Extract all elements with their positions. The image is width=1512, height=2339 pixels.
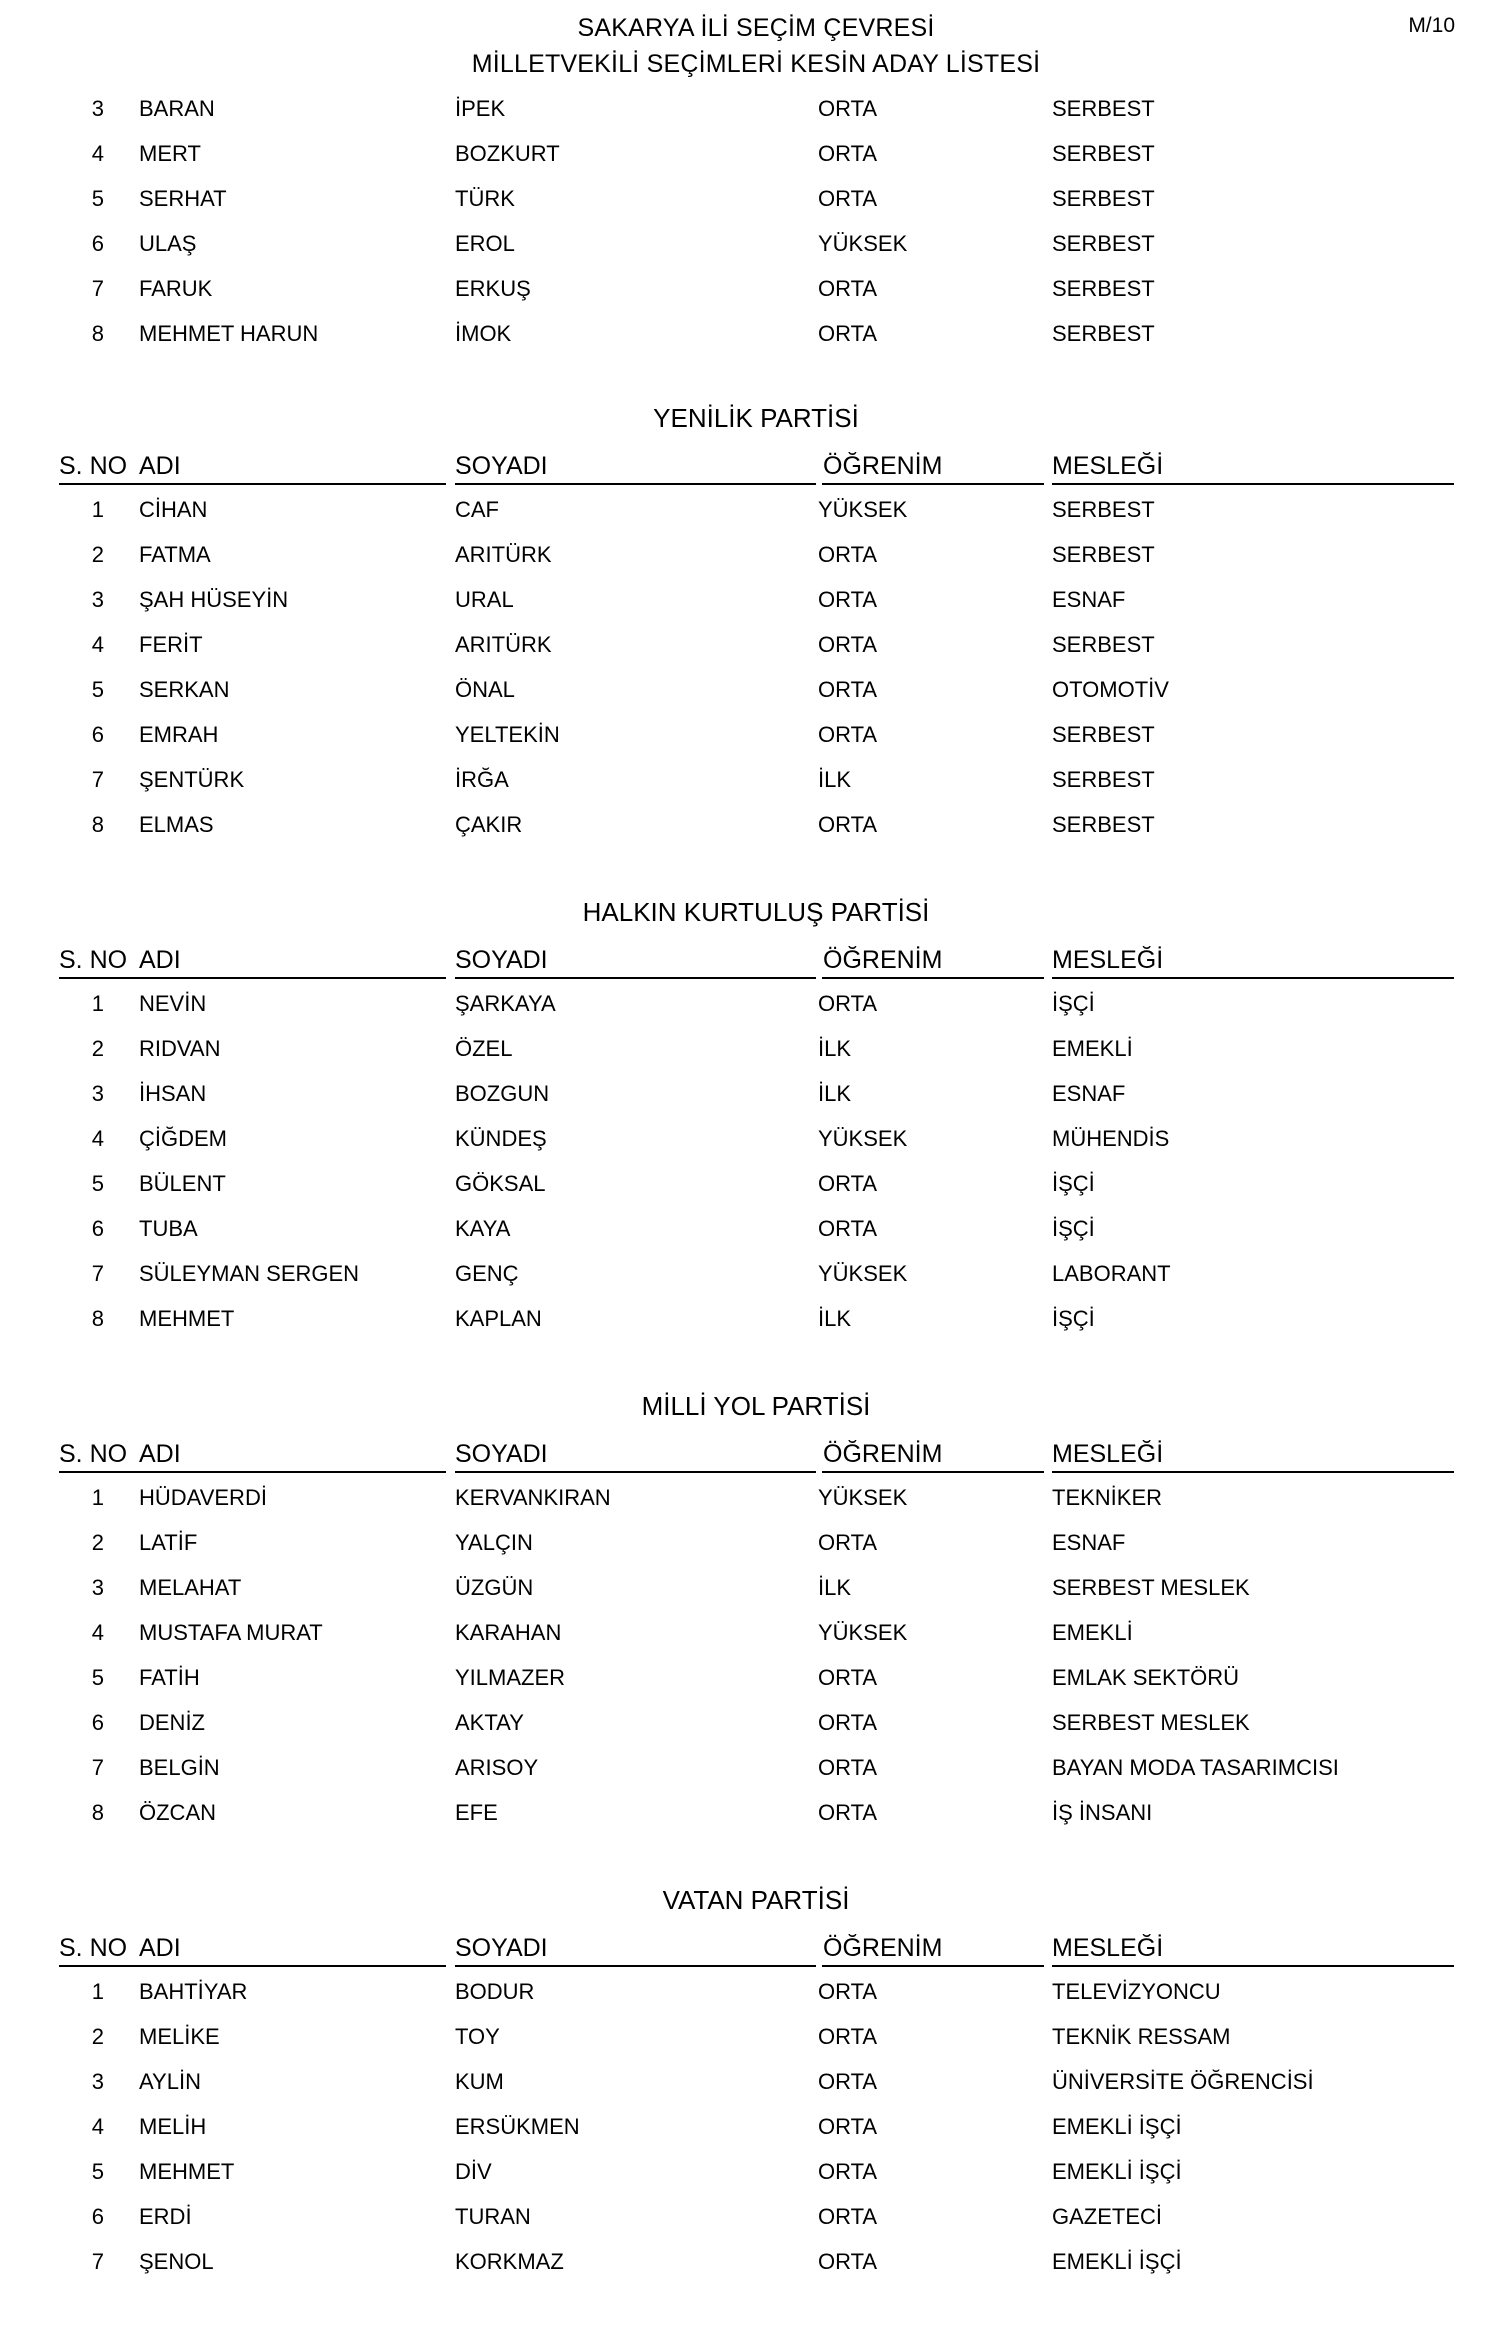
header-underline (59, 977, 446, 979)
cell-soyadi: İRĞA (455, 767, 509, 792)
cell-meslegi: EMEKLİ İŞÇİ (1052, 2114, 1182, 2139)
cell-ogrenim: ORTA (818, 1979, 878, 2004)
cell-sno: 3 (91, 1575, 104, 1600)
cell-sno: 3 (91, 2069, 104, 2094)
header-underline (1052, 1965, 1454, 1967)
cell-meslegi: TEKNİK RESSAM (1052, 2024, 1231, 2049)
cell-adi: İHSAN (139, 1081, 207, 1106)
cell-soyadi: ARISOY (455, 1755, 539, 1780)
cell-adi: EMRAH (139, 722, 219, 747)
cell-adi: ELMAS (139, 812, 214, 837)
cell-soyadi: İMOK (455, 321, 512, 346)
cell-adi: TUBA (139, 1216, 198, 1241)
cell-sno: 5 (91, 1171, 104, 1196)
cell-adi: BARAN (139, 96, 215, 121)
party-title: MİLLİ YOL PARTİSİ (641, 1391, 871, 1421)
cell-adi: FERİT (139, 632, 203, 657)
cell-soyadi: ÖNAL (455, 677, 515, 702)
cell-sno: 7 (91, 1261, 104, 1286)
cell-adi: ÇİĞDEM (139, 1126, 227, 1151)
cell-adi: MELAHAT (139, 1575, 242, 1600)
cell-adi: MEHMET HARUN (139, 321, 319, 346)
cell-adi: ERDİ (139, 2204, 192, 2229)
cell-meslegi: SERBEST (1052, 542, 1155, 567)
cell-meslegi: ESNAF (1052, 587, 1126, 612)
cell-meslegi: SERBEST (1052, 722, 1155, 747)
header-underline (1052, 483, 1454, 485)
cell-adi: FARUK (139, 276, 213, 301)
cell-ogrenim: ORTA (818, 1755, 878, 1780)
cell-meslegi: SERBEST (1052, 767, 1155, 792)
cell-adi: SÜLEYMAN SERGEN (139, 1261, 360, 1286)
cell-meslegi: SERBEST (1052, 812, 1155, 837)
column-header-soyadi: SOYADI (455, 1440, 548, 1468)
header-underline (59, 1965, 446, 1967)
column-header-adi: ADI (139, 452, 181, 480)
cell-ogrenim: ORTA (818, 632, 878, 657)
cell-meslegi: EMEKLİ (1052, 1036, 1133, 1061)
cell-soyadi: EFE (455, 1800, 498, 1825)
cell-meslegi: EMEKLİ İŞÇİ (1052, 2159, 1182, 2184)
cell-soyadi: KUM (455, 2069, 504, 2094)
cell-adi: ŞENTÜRK (139, 767, 245, 792)
cell-ogrenim: İLK (818, 1081, 852, 1106)
cell-meslegi: ESNAF (1052, 1081, 1126, 1106)
cell-sno: 1 (91, 1979, 104, 2004)
cell-ogrenim: ORTA (818, 812, 878, 837)
cell-ogrenim: ORTA (818, 321, 878, 346)
cell-ogrenim: ORTA (818, 2114, 878, 2139)
cell-ogrenim: ORTA (818, 96, 878, 121)
column-header-adi: ADI (139, 1934, 181, 1962)
cell-soyadi: EROL (455, 231, 515, 256)
cell-adi: MELİKE (139, 2024, 220, 2049)
cell-meslegi: GAZETECİ (1052, 2204, 1163, 2229)
column-header-soyadi: SOYADI (455, 946, 548, 974)
column-header-meslegi: MESLEĞİ (1052, 946, 1164, 974)
cell-meslegi: EMEKLİ İŞÇİ (1052, 2249, 1182, 2274)
column-header-sno: S. NO (59, 1934, 128, 1962)
cell-ogrenim: ORTA (818, 2024, 878, 2049)
cell-meslegi: MÜHENDİS (1052, 1126, 1170, 1151)
cell-ogrenim: İLK (818, 1306, 852, 1331)
cell-meslegi: SERBEST (1052, 321, 1155, 346)
cell-ogrenim: YÜKSEK (818, 1620, 908, 1645)
cell-soyadi: YELTEKİN (455, 722, 560, 747)
cell-meslegi: ÜNİVERSİTE ÖĞRENCİSİ (1052, 2069, 1314, 2094)
cell-sno: 5 (91, 1665, 104, 1690)
document-title-line2: MİLLETVEKİLİ SEÇİMLERİ KESİN ADAY LİSTESİ (471, 50, 1041, 78)
cell-soyadi: ARITÜRK (455, 632, 552, 657)
cell-adi: ULAŞ (139, 231, 197, 256)
cell-ogrenim: ORTA (818, 141, 878, 166)
cell-meslegi: SERBEST MESLEK (1052, 1575, 1250, 1600)
cell-meslegi: SERBEST (1052, 497, 1155, 522)
cell-ogrenim: ORTA (818, 2159, 878, 2184)
cell-meslegi: SERBEST (1052, 186, 1155, 211)
cell-sno: 8 (91, 1306, 104, 1331)
cell-sno: 4 (91, 2114, 104, 2139)
cell-soyadi: KARAHAN (455, 1620, 562, 1645)
cell-adi: ŞAH HÜSEYİN (139, 587, 289, 612)
cell-ogrenim: YÜKSEK (818, 1126, 908, 1151)
cell-ogrenim: ORTA (818, 1800, 878, 1825)
cell-sno: 7 (91, 767, 104, 792)
column-header-meslegi: MESLEĞİ (1052, 1440, 1164, 1468)
column-header-meslegi: MESLEĞİ (1052, 1934, 1164, 1962)
cell-ogrenim: ORTA (818, 2204, 878, 2229)
cell-sno: 6 (91, 1216, 104, 1241)
cell-sno: 1 (91, 497, 104, 522)
cell-soyadi: AKTAY (455, 1710, 524, 1735)
page-number: M/10 (1408, 14, 1455, 37)
cell-meslegi: SERBEST MESLEK (1052, 1710, 1250, 1735)
cell-soyadi: KERVANKIRAN (455, 1485, 611, 1510)
cell-ogrenim: ORTA (818, 1530, 878, 1555)
cell-sno: 2 (91, 2024, 104, 2049)
cell-ogrenim: ORTA (818, 991, 878, 1016)
cell-soyadi: BOZGUN (455, 1081, 550, 1106)
cell-ogrenim: YÜKSEK (818, 1261, 908, 1286)
column-header-ogrenim: ÖĞRENİM (823, 452, 943, 480)
cell-sno: 1 (91, 1485, 104, 1510)
cell-ogrenim: ORTA (818, 1710, 878, 1735)
header-underline (59, 483, 446, 485)
cell-meslegi: SERBEST (1052, 96, 1155, 121)
document-title-line1: SAKARYA İLİ SEÇİM ÇEVRESİ (577, 14, 935, 42)
cell-sno: 3 (91, 587, 104, 612)
column-header-sno: S. NO (59, 946, 128, 974)
cell-sno: 5 (91, 677, 104, 702)
cell-meslegi: EMEKLİ (1052, 1620, 1133, 1645)
cell-adi: BAHTİYAR (139, 1979, 248, 2004)
header-underline (822, 977, 1044, 979)
cell-soyadi: ERKUŞ (455, 276, 531, 301)
cell-meslegi: SERBEST (1052, 141, 1155, 166)
cell-adi: MEHMET (139, 1306, 235, 1331)
cell-adi: FATMA (139, 542, 211, 567)
cell-sno: 4 (91, 632, 104, 657)
cell-sno: 1 (91, 991, 104, 1016)
cell-adi: MUSTAFA MURAT (139, 1620, 323, 1645)
column-header-ogrenim: ÖĞRENİM (823, 1440, 943, 1468)
column-header-ogrenim: ÖĞRENİM (823, 946, 943, 974)
header-underline (822, 483, 1044, 485)
cell-ogrenim: YÜKSEK (818, 497, 908, 522)
header-underline (59, 1471, 446, 1473)
cell-sno: 4 (91, 1126, 104, 1151)
cell-soyadi: ÜZGÜN (455, 1575, 534, 1600)
cell-ogrenim: ORTA (818, 276, 878, 301)
cell-soyadi: KAYA (455, 1216, 511, 1241)
column-header-meslegi: MESLEĞİ (1052, 452, 1164, 480)
cell-sno: 6 (91, 1710, 104, 1735)
cell-adi: BÜLENT (139, 1171, 226, 1196)
cell-soyadi: GÖKSAL (455, 1171, 546, 1196)
cell-sno: 5 (91, 186, 104, 211)
cell-meslegi: SERBEST (1052, 276, 1155, 301)
cell-soyadi: KÜNDEŞ (455, 1126, 547, 1151)
column-header-adi: ADI (139, 1440, 181, 1468)
cell-soyadi: YALÇIN (455, 1530, 533, 1555)
cell-soyadi: İPEK (455, 96, 506, 121)
cell-adi: MEHMET (139, 2159, 235, 2184)
header-underline (822, 1965, 1044, 1967)
cell-sno: 4 (91, 1620, 104, 1645)
header-underline (1052, 1471, 1454, 1473)
cell-sno: 8 (91, 812, 104, 837)
cell-adi: RIDVAN (139, 1036, 221, 1061)
column-header-sno: S. NO (59, 1440, 128, 1468)
cell-meslegi: ESNAF (1052, 1530, 1126, 1555)
header-underline (455, 1965, 816, 1967)
cell-ogrenim: İLK (818, 1036, 852, 1061)
cell-soyadi: ERSÜKMEN (455, 2114, 580, 2139)
cell-sno: 2 (91, 542, 104, 567)
cell-adi: LATİF (139, 1530, 198, 1555)
cell-sno: 6 (91, 2204, 104, 2229)
cell-meslegi: EMLAK SEKTÖRÜ (1052, 1665, 1240, 1690)
cell-soyadi: TÜRK (455, 186, 515, 211)
cell-soyadi: DİV (455, 2159, 492, 2184)
cell-ogrenim: ORTA (818, 1171, 878, 1196)
cell-soyadi: ÇAKIR (455, 812, 523, 837)
header-underline (1052, 977, 1454, 979)
cell-sno: 4 (91, 141, 104, 166)
cell-adi: ÖZCAN (139, 1800, 216, 1825)
cell-ogrenim: ORTA (818, 677, 878, 702)
cell-adi: MELİH (139, 2114, 207, 2139)
cell-meslegi: İŞÇİ (1052, 1306, 1095, 1331)
header-underline (455, 977, 816, 979)
cell-ogrenim: YÜKSEK (818, 231, 908, 256)
cell-meslegi: TEKNİKER (1052, 1485, 1163, 1510)
cell-ogrenim: YÜKSEK (818, 1485, 908, 1510)
cell-sno: 6 (91, 722, 104, 747)
cell-soyadi: KAPLAN (455, 1306, 542, 1331)
cell-adi: NEVİN (139, 991, 207, 1016)
cell-meslegi: OTOMOTİV (1052, 677, 1169, 702)
cell-meslegi: İŞ İNSANI (1052, 1800, 1153, 1825)
cell-sno: 2 (91, 1530, 104, 1555)
cell-soyadi: TURAN (455, 2204, 531, 2229)
cell-ogrenim: ORTA (818, 1216, 878, 1241)
cell-meslegi: LABORANT (1052, 1261, 1171, 1286)
cell-ogrenim: ORTA (818, 1665, 878, 1690)
cell-soyadi: GENÇ (455, 1261, 519, 1286)
cell-ogrenim: İLK (818, 1575, 852, 1600)
cell-adi: ŞENOL (139, 2249, 214, 2274)
party-title: HALKIN KURTULUŞ PARTİSİ (582, 897, 930, 927)
cell-soyadi: ÖZEL (455, 1036, 513, 1061)
cell-soyadi: KORKMAZ (455, 2249, 564, 2274)
header-underline (455, 483, 816, 485)
header-underline (822, 1471, 1044, 1473)
cell-sno: 7 (91, 1755, 104, 1780)
column-header-soyadi: SOYADI (455, 452, 548, 480)
cell-sno: 6 (91, 231, 104, 256)
cell-adi: CİHAN (139, 497, 208, 522)
cell-sno: 8 (91, 1800, 104, 1825)
cell-adi: AYLİN (139, 2069, 201, 2094)
cell-adi: FATİH (139, 1665, 200, 1690)
cell-adi: MERT (139, 141, 201, 166)
cell-meslegi: İŞÇİ (1052, 991, 1095, 1016)
cell-meslegi: İŞÇİ (1052, 1216, 1095, 1241)
cell-ogrenim: ORTA (818, 186, 878, 211)
cell-soyadi: ARITÜRK (455, 542, 552, 567)
cell-sno: 7 (91, 2249, 104, 2274)
column-header-soyadi: SOYADI (455, 1934, 548, 1962)
cell-sno: 5 (91, 2159, 104, 2184)
cell-adi: SERKAN (139, 677, 230, 702)
cell-meslegi: TELEVİZYONCU (1052, 1979, 1221, 2004)
cell-meslegi: BAYAN MODA TASARIMCISI (1052, 1755, 1339, 1780)
cell-soyadi: CAF (455, 497, 499, 522)
cell-adi: SERHAT (139, 186, 227, 211)
cell-soyadi: URAL (455, 587, 514, 612)
cell-adi: DENİZ (139, 1710, 205, 1735)
cell-ogrenim: ORTA (818, 2249, 878, 2274)
cell-soyadi: TOY (455, 2024, 500, 2049)
cell-ogrenim: İLK (818, 767, 852, 792)
column-header-sno: S. NO (59, 452, 128, 480)
cell-sno: 3 (91, 1081, 104, 1106)
cell-ogrenim: ORTA (818, 587, 878, 612)
cell-meslegi: İŞÇİ (1052, 1171, 1095, 1196)
header-underline (455, 1471, 816, 1473)
cell-ogrenim: ORTA (818, 542, 878, 567)
cell-sno: 3 (91, 96, 104, 121)
cell-soyadi: BOZKURT (455, 141, 560, 166)
cell-sno: 8 (91, 321, 104, 346)
cell-soyadi: BODUR (455, 1979, 535, 2004)
cell-sno: 2 (91, 1036, 104, 1061)
cell-adi: BELGİN (139, 1755, 220, 1780)
cell-ogrenim: ORTA (818, 2069, 878, 2094)
column-header-ogrenim: ÖĞRENİM (823, 1934, 943, 1962)
cell-ogrenim: ORTA (818, 722, 878, 747)
column-header-adi: ADI (139, 946, 181, 974)
cell-sno: 7 (91, 276, 104, 301)
cell-soyadi: ŞARKAYA (455, 991, 556, 1016)
cell-soyadi: YILMAZER (455, 1665, 566, 1690)
cell-adi: HÜDAVERDİ (139, 1485, 267, 1510)
party-title: VATAN PARTİSİ (662, 1885, 850, 1915)
party-title: YENİLİK PARTİSİ (653, 403, 859, 433)
cell-meslegi: SERBEST (1052, 231, 1155, 256)
cell-meslegi: SERBEST (1052, 632, 1155, 657)
